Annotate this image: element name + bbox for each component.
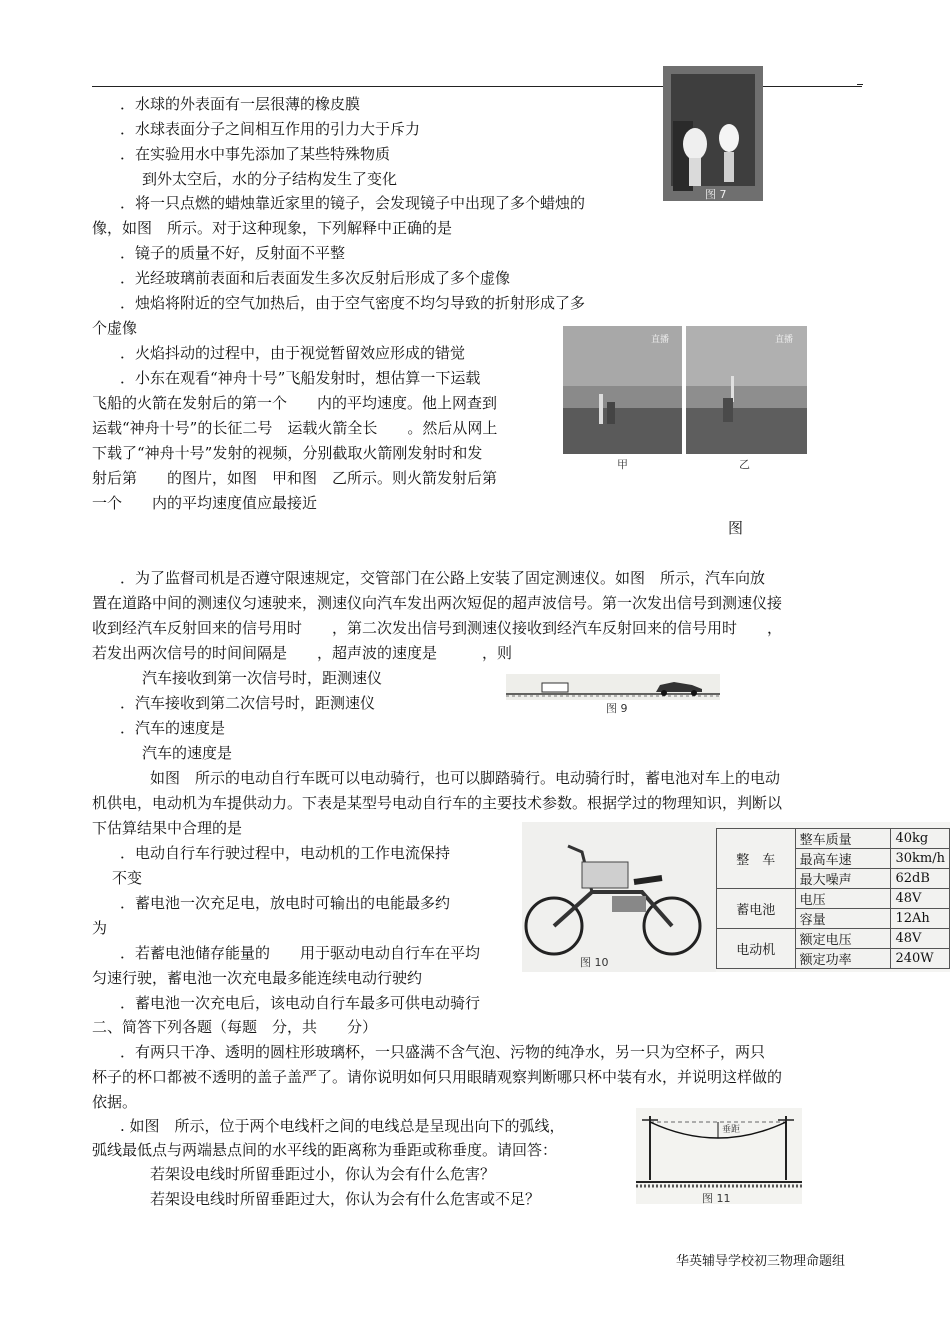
fig11-sag-label: 垂距 [722,1125,741,1135]
q-rocket-fig-word: 图 [728,519,744,537]
power-line-illustration [636,1108,802,1190]
spec-name: 最高车速 [795,849,891,869]
spec-value: 48V [891,889,950,909]
spec-name: 额定电压 [795,929,891,949]
q-rocket-line-4: 下载了“神舟十号”发射的视频，分别截取火箭刚发射时和发 [92,444,483,462]
table-row [717,889,950,909]
q-candle-option-a: ．镜子的质量不好，反射面不平整 [120,244,346,262]
q-candle-option-b: ．光经玻璃前表面和后表面发生多次反射后形成了多个虚像 [120,269,511,287]
ebike-illustration [522,822,716,972]
candle-mirror-photo [663,66,763,201]
q-candle-option-c-1: ．烛焰将附近的空气加热后，由于空气密度不均匀导致的折射形成了多 [120,294,586,312]
fig8-tag-left: 直播 [651,335,670,345]
q-ebike-option-a-1: ．电动自行车行驶过程中，电动机的工作电流保持 [120,844,451,862]
rocket-launch-figure [563,326,807,472]
ebike-figure [522,822,950,972]
s2-q1-line-2: 杯子的杯口都被不透明的盖子盖严了。请你说明如何只用眼睛观察判断哪只杯中装有水，并说明这样做的 [92,1068,783,1086]
fig8-tag-right: 直播 [775,335,794,345]
q-prev-option-a: ．水球的外表面有一层很薄的橡皮膜 [120,95,361,113]
q-prev-option-d: 到外太空后，水的分子结构发生了变化 [142,170,398,188]
s2-q1-line-3: 依据。 [92,1093,138,1111]
fig7-caption: 图 7 [705,188,727,201]
header-tick [857,84,863,85]
q-ebike-line-1: 如图 所示的电动自行车既可以电动骑行，也可以脚踏骑行。电动骑行时，蓄电池对车上的电动 [150,769,781,787]
speed-camera-illustration [506,674,720,700]
q-ebike-option-a-2: 不变 [112,869,143,887]
fig9-caption: 图 9 [606,702,628,715]
spec-value: 240W [891,949,950,969]
s2-q2-line-2: 弧线最低点与两端悬点间的水平线的距离称为垂距或称垂度。请回答： [92,1141,558,1159]
q-prev-option-c: ．在实验用水中事先添加了某些特殊物质 [120,145,391,163]
q-ebike-option-b-2: 为 [92,919,108,937]
q-candle-stem-1: ．将一只点燃的蜡烛靠近家里的镜子，会发现镜子中出现了多个蜡烛的 [120,194,586,212]
s2-q2-line-1: . 如图 所示，位于两个电线杆之间的电线总是呈现出向下的弧线， [120,1117,565,1135]
q-speed-option-b: ．汽车接收到第二次信号时，距测速仪 [120,694,376,712]
q-speed-option-d: 汽车的速度是 [142,744,233,762]
q-rocket-line-6: 一个 内的平均速度值应最接近 [92,494,318,512]
ebike-spec-table [716,828,950,969]
spec-name: 最大噪声 [795,869,891,889]
q-speed-line-3: 收到经汽车反射回来的信号用时 ，第二次发出信号到测速仪接收到经汽车反射回来的信号用时 ， [92,619,783,637]
q-candle-stem-2: 像，如图 所示。对于这种现象，下列解释中正确的是 [92,219,453,237]
spec-name: 电压 [795,889,891,909]
table-row [717,929,950,949]
footer-text: 华英辅导学校初三物理命题组 [676,1254,846,1269]
speed-camera-figure [506,674,720,714]
s2-q2-part-a: 若架设电线时所留垂距过小，你认为会有什么危害？ [150,1165,496,1183]
q-speed-line-4: 若发出两次信号的时间间隔是 ，超声波的速度是 ，则 [92,644,513,662]
q-ebike-option-b-1: ．蓄电池一次充足电，放电时可输出的电能最多约 [120,894,451,912]
candle-mirror-illustration [663,66,763,201]
power-line-figure [636,1108,802,1204]
q-prev-option-b: ．水球表面分子之间相互作用的引力大于斥力 [120,120,421,138]
spec-name: 容量 [795,909,891,929]
group-motor: 电动机 [717,929,796,969]
spec-name: 整车质量 [795,829,891,849]
q-speed-option-a: 汽车接收到第一次信号时，距测速仪 [142,669,383,687]
q-speed-line-1: ．为了监督司机是否遵守限速规定，交管部门在公路上安装了固定测速仪。如图 所示，汽车向放 [120,569,766,587]
q-candle-option-d: ．火焰抖动的过程中，由于视觉暂留效应形成的错觉 [120,344,466,362]
q-speed-line-2: 置在道路中间的测速仪匀速驶来，测速仪向汽车发出两次短促的超声波信号。第一次发出信号到测速仪接 [92,594,783,612]
q-ebike-line-2: 机供电，电动机为车提供动力。下表是某型号电动自行车的主要技术参数。根据学过的物理知识，判断以 [92,794,783,812]
q-rocket-line-2: 飞船的火箭在发射后的第一个 内的平均速度。他上网查到 [92,394,498,412]
q-ebike-option-c-2: 匀速行驶，蓄电池一次充电最多能连续电动行驶约 [92,969,423,987]
q-candle-option-c-2: 个虚像 [92,319,138,337]
fig11-caption: 图 11 [702,1192,731,1205]
fig8-label-yi: 乙 [739,458,750,471]
spec-value: 40kg [891,829,950,849]
section-2-heading: 二、简答下列各题（每题 分，共 分） [92,1018,378,1036]
group-battery: 蓄电池 [717,889,796,929]
table-row [717,829,950,849]
q-rocket-line-1: ．小东在观看“神舟十号”飞船发射时，想估算一下运载 [120,369,481,387]
q-rocket-line-3: 运载“神舟十号”的长征二号 运载火箭全长 。然后从网上 [92,419,498,437]
spec-name: 额定功率 [795,949,891,969]
s2-q2-part-b: 若架设电线时所留垂距过大，你认为会有什么危害或不足？ [150,1190,541,1208]
spec-value: 30km/h [891,849,950,869]
s2-q1-line-1: ．有两只干净、透明的圆柱形玻璃杯，一只盛满不含气泡、污物的纯净水，另一只为空杯子，两只 [120,1043,766,1061]
fig8-label-jia: 甲 [617,458,628,471]
q-speed-option-c: ．汽车的速度是 [120,719,226,737]
rocket-photos-illustration [563,326,807,472]
q-ebike-option-c-1: ．若蓄电池储存能量的 用于驱动电动自行车在平均 [120,944,481,962]
q-rocket-line-5: 射后第 的图片，如图 甲和图 乙所示。则火箭发射后第 [92,469,498,487]
q-ebike-option-d: ．蓄电池一次充电后，该电动自行车最多可供电动骑行 [120,994,481,1012]
spec-value: 12Ah [891,909,950,929]
group-vehicle: 整 车 [717,829,796,889]
q-ebike-line-3: 下估算结果中合理的是 [92,819,243,837]
spec-value: 48V [891,929,950,949]
fig10-caption: 图 10 [580,956,609,969]
spec-value: 62dB [891,869,950,889]
